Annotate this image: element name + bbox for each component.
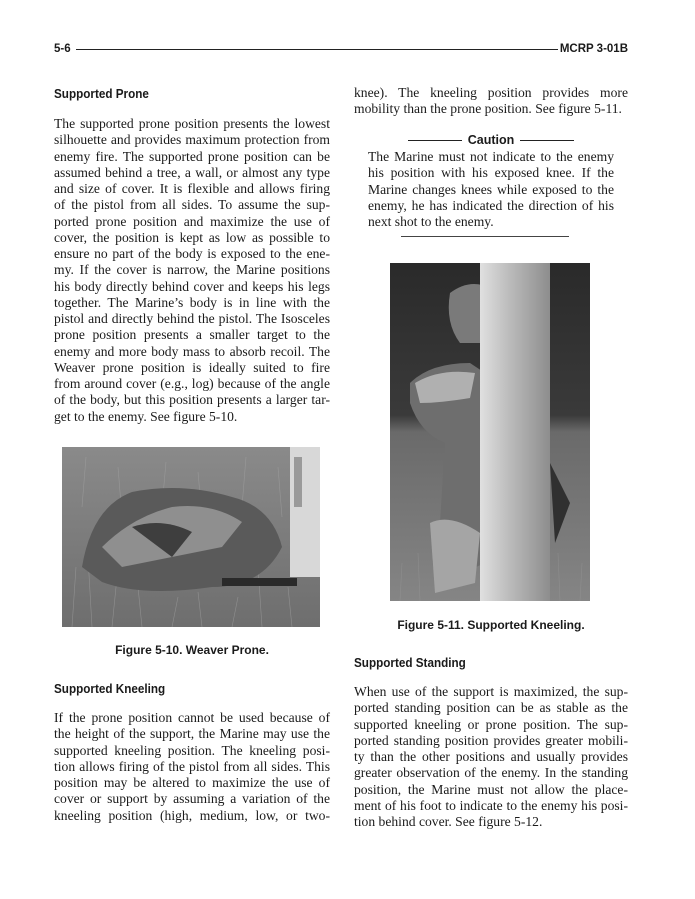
section-heading-supported-kneeling: Supported Kneeling: [54, 681, 166, 696]
text-line: supported kneeling position. The kneeling posi-: [54, 742, 330, 758]
text-line: silhouette and provides maximum protection from: [54, 132, 330, 148]
text-line: his position with his exposed knee. If the: [368, 165, 614, 181]
paragraph-supported-standing: [354, 684, 628, 830]
text-line: The Marine must not indicate to the enemy: [368, 149, 614, 164]
text-line: When use of the support is maximized, the sup-: [354, 684, 628, 699]
figure-5-10-caption: Figure 5-10. Weaver Prone.: [115, 643, 269, 657]
running-header: [54, 41, 628, 57]
text-line: pistol and directly behind the pistol. The Isosceles: [54, 311, 330, 326]
text-line: Weaver prone position is ideally suited to fire: [54, 359, 330, 375]
caution-label: Caution: [467, 133, 515, 147]
page-number: 5-6: [54, 43, 71, 55]
text-line: of the pistol from all sides. To assume the sup-: [54, 197, 330, 213]
text-line: supported kneeling or prone position. The sup-: [354, 716, 628, 732]
text-line: my. If the cover is narrow, the Marine positions: [54, 262, 330, 278]
text-line: ty than the other positions and usually provides: [354, 749, 628, 764]
left-column-lower: [54, 681, 330, 824]
text-line: the height of the support, the Marine may use the: [54, 726, 330, 742]
caution-left-rule: [408, 140, 462, 141]
paragraph-supported-prone: [54, 116, 330, 425]
text-line: from around cover (e.g., log) because of the angle: [54, 376, 330, 391]
paragraph-supported-kneeling: [54, 710, 330, 824]
header-rule: [76, 49, 558, 50]
section-heading-supported-standing: Supported Standing: [354, 655, 466, 670]
text-line: ensure no part of the body is exposed to the ene-: [54, 246, 330, 261]
caution-bottom-rule: [401, 236, 569, 237]
text-line: tion allows firing of the pistol from all sides. This: [54, 758, 330, 774]
text-line: his body directly behind cover and keeps his legs: [54, 278, 330, 294]
text-line: assumed behind a tree, a wall, or almost any type: [54, 164, 330, 180]
text-line: cover, the position is kept as low as possible to: [54, 229, 330, 245]
caution-box: [368, 149, 614, 230]
text-line: position may be altered to maximize the use of: [54, 775, 330, 790]
text-line: cover or support by assuming a variation of the: [54, 791, 330, 807]
text-line: mobility than the prone position. See figure 5-11.: [354, 101, 622, 117]
text-line: of the body, but this position presents a larger tar-: [54, 392, 330, 408]
weaver-prone-photo-icon: [62, 447, 320, 627]
text-line: knee). The kneeling position provides more: [354, 85, 628, 100]
text-line: get to the enemy. See figure 5-10.: [54, 408, 238, 424]
text-line: prone position presents a smaller target to the: [54, 327, 330, 343]
caution-text: [368, 149, 614, 230]
text-line: The supported prone position presents the lowest: [54, 116, 330, 131]
text-line: kneeling position (high, medium, low, or two-: [54, 807, 330, 823]
text-line: tion behind cover. See figure 5-12.: [354, 814, 543, 829]
text-line: enemy, he has indicated the direction of his: [368, 197, 614, 213]
caution-title: [354, 132, 628, 148]
text-line: together. The Marine’s body is in line with the: [54, 294, 330, 310]
section-heading-supported-prone: Supported Prone: [54, 86, 149, 101]
publication-id: MCRP 3-01B: [559, 43, 628, 55]
text-line: and size of cover. It is flexible and allows firing: [54, 181, 330, 196]
right-column-lower: [354, 655, 628, 830]
text-line: If the prone position cannot be used because of: [54, 710, 330, 725]
caution-right-rule: [520, 140, 574, 141]
text-line: Marine changes knees while exposed to the: [368, 181, 614, 197]
text-line: enemy and more body mass to absorb recoil. The: [54, 343, 330, 359]
right-column: [354, 85, 628, 118]
text-line: ment of his foot to indicate to the enemy his posi-: [354, 797, 628, 813]
figure-5-11-photo: [390, 263, 590, 601]
text-line: ported prone position and maximize the use of: [54, 213, 330, 229]
text-line: position, the Marine must not allow the place-: [354, 781, 628, 797]
supported-kneeling-photo-icon: [390, 263, 590, 601]
left-column: [54, 86, 330, 425]
figure-5-11-caption: Figure 5-11. Supported Kneeling.: [397, 618, 585, 632]
text-line: enemy fire. The supported prone position can be: [54, 148, 330, 164]
text-line: ported standing position provides greater mobili-: [354, 732, 628, 748]
text-line: greater observation of the enemy. In the standing: [354, 765, 628, 781]
text-line: next shot to the enemy.: [368, 214, 494, 229]
figure-5-10-photo: [62, 447, 320, 627]
text-line: ported standing position can be as stable as the: [354, 700, 628, 716]
paragraph-kneeling-continued: [354, 85, 628, 118]
